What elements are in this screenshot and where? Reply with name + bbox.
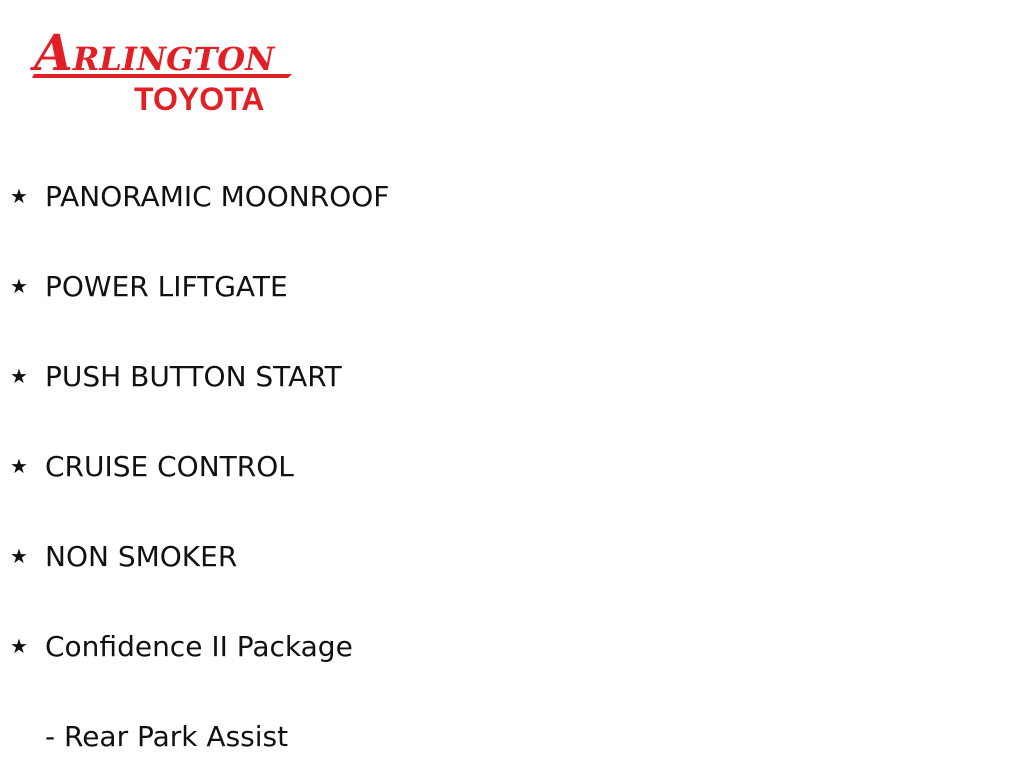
dealer-logo [30,18,300,118]
star-icon: ★ [10,454,28,478]
feature-label: NON SMOKER [45,540,238,573]
feature-item [0,422,1024,512]
feature-list [0,152,1024,768]
feature-item [0,152,1024,242]
feature-item [0,602,1024,692]
feature-subitem [0,692,1024,768]
feature-item [0,512,1024,602]
feature-label: Confidence II Package [45,630,353,663]
star-icon: ★ [10,364,28,388]
star-icon: ★ [10,184,28,208]
star-icon: ★ [10,634,28,658]
feature-label: CRUISE CONTROL [45,450,294,483]
logo-line1: ARLINGTON [34,23,275,82]
star-icon: ★ [10,544,28,568]
feature-label: PUSH BUTTON START [45,360,342,393]
feature-label: PANORAMIC MOONROOF [45,180,390,213]
star-icon: ★ [10,274,28,298]
feature-item [0,242,1024,332]
feature-label: POWER LIFTGATE [45,270,288,303]
logo-line2: TOYOTA [134,81,265,117]
feature-sublabel: - Rear Park Assist [45,720,289,753]
arlington-toyota-logo [30,18,300,118]
feature-item [0,332,1024,422]
